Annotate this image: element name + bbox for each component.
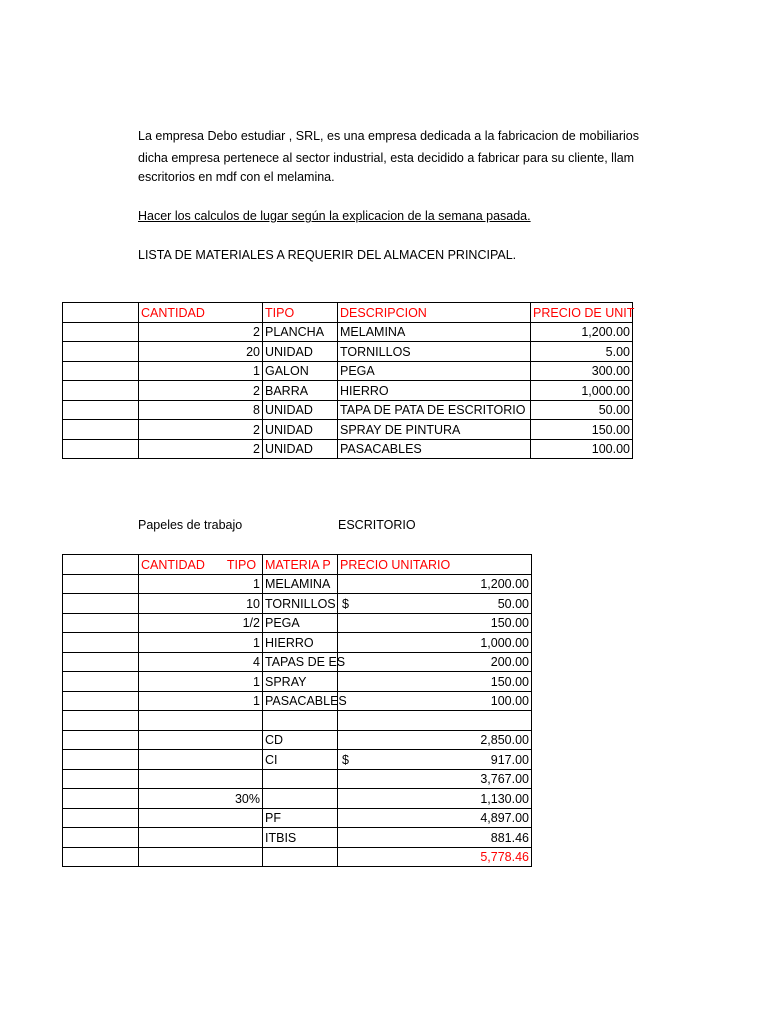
table-row [63,322,633,342]
qty-cell: 20 [139,342,263,362]
qty-cell: 1/2 [139,613,263,633]
materials-table [62,302,633,459]
type-cell: GALON [263,361,338,381]
type-cell: UNIDAD [263,400,338,420]
price-value: 150.00 [490,616,529,630]
summary-value: 2,850.00 [480,733,529,747]
table-row [63,400,633,420]
desc-cell: PASACABLES [338,439,531,459]
material-cell: SPRAY [263,672,338,692]
worksheet-label: Papeles de trabajo [138,518,243,532]
type-cell: UNIDAD [263,420,338,440]
worksheet-product: ESCRITORIO [338,518,416,532]
header-cantidad: CANTIDAD [139,303,263,323]
qty-cell: 2 [139,439,263,459]
material-cell: HIERRO [263,633,338,653]
qty-cell: 2 [139,322,263,342]
price-cell [338,613,532,633]
desc-cell: TAPA DE PATA DE ESCRITORIO [338,400,531,420]
summary-value: 4,897.00 [480,811,529,825]
material-cell: MELAMINA [263,574,338,594]
summary-label [263,789,338,809]
summary-value-cell [338,808,532,828]
summary-value: 3,767.00 [480,772,529,786]
header-descripcion: DESCRIPCION [338,303,531,323]
summary-row [63,789,532,809]
header-precio-unitario: PRECIO UNITARIO [338,555,532,575]
worksheet-header-row [63,555,532,575]
table-row [63,574,532,594]
intro-line-2: dicha empresa pertenece al sector industrial, esta decidido a fabricar para su cliente, llam [138,151,635,165]
price-value: 200.00 [490,655,529,669]
price-cell: 1,000.00 [531,381,633,401]
table-row [63,672,532,692]
summary-value-cell [338,769,532,789]
summary-left [139,769,263,789]
desc-cell: TORNILLOS [338,342,531,362]
header-tipo: TIPO [226,557,257,572]
header-precio-unit: PRECIO DE UNIT [531,303,633,323]
empty-row [63,711,532,731]
type-cell: UNIDAD [263,439,338,459]
price-value: 150.00 [490,674,529,689]
price-value: 1,000.00 [480,635,529,650]
summary-value-cell [338,750,532,770]
header-cantidad-tipo [139,555,263,575]
summary-row [63,769,532,789]
summary-value: 917.00 [490,752,529,767]
currency-symbol: $ [342,596,349,611]
header-cantidad: CANTIDAD [141,557,205,572]
desc-cell: SPRAY DE PINTURA [338,420,531,440]
summary-label: PF [263,808,338,828]
price-cell [338,594,532,614]
material-cell: PEGA [263,613,338,633]
summary-value-cell [338,789,532,809]
list-title: LISTA DE MATERIALES A REQUERIR DEL ALMACEN PRINCIPAL. [138,248,517,262]
header-materia-p: MATERIA P [263,555,338,575]
table-row [63,420,633,440]
summary-left [139,808,263,828]
table-row [63,439,633,459]
currency-symbol: $ [342,752,349,767]
qty-cell: 1 [139,574,263,594]
worksheet-table [62,554,532,867]
grand-total: 5,778.46 [338,847,532,867]
price-cell: 5.00 [531,342,633,362]
summary-left [139,828,263,848]
summary-value-cell [338,828,532,848]
table-row [63,594,532,614]
summary-value-cell [338,730,532,750]
material-cell: TAPAS DE ES [263,652,338,672]
price-value: 100.00 [490,694,529,708]
table-row [63,361,633,381]
price-cell [338,633,532,653]
summary-row [63,828,532,848]
summary-value: 881.46 [490,830,529,845]
empty-cell [63,303,139,323]
price-value: 1,200.00 [480,577,529,591]
summary-left: 30% [139,789,263,809]
summary-label: CD [263,730,338,750]
summary-label [263,769,338,789]
instruction-text: Hacer los calculos de lugar según la explicacion de la semana pasada. [138,209,531,223]
intro-line-1: La empresa Debo estudiar , SRL, es una empresa dedicada a la fabricacion de mobiliarios [138,129,639,143]
total-row [63,847,532,867]
qty-cell: 1 [139,691,263,711]
materials-header-row [63,303,633,323]
table-row [63,652,532,672]
qty-cell: 1 [139,672,263,692]
table-row [63,691,532,711]
desc-cell: HIERRO [338,381,531,401]
qty-cell: 2 [139,381,263,401]
qty-cell: 2 [139,420,263,440]
summary-left [139,750,263,770]
header-tipo: TIPO [263,303,338,323]
table-row [63,381,633,401]
price-cell [338,652,532,672]
price-value: 50.00 [497,596,529,611]
qty-cell: 8 [139,400,263,420]
price-cell: 150.00 [531,420,633,440]
desc-cell: MELAMINA [338,322,531,342]
table-row [63,342,633,362]
qty-cell: 4 [139,652,263,672]
price-cell: 50.00 [531,400,633,420]
summary-left [139,730,263,750]
price-cell: 1,200.00 [531,322,633,342]
type-cell: UNIDAD [263,342,338,362]
qty-cell: 1 [139,633,263,653]
price-cell: 300.00 [531,361,633,381]
table-row [63,633,532,653]
price-cell [338,691,532,711]
type-cell: PLANCHA [263,322,338,342]
summary-row [63,808,532,828]
summary-label: ITBIS [263,828,338,848]
qty-cell: 1 [139,361,263,381]
type-cell: BARRA [263,381,338,401]
qty-cell: 10 [139,594,263,614]
summary-value: 1,130.00 [480,791,529,806]
price-cell: 100.00 [531,439,633,459]
material-cell: TORNILLOS [263,594,338,614]
summary-row [63,750,532,770]
intro-line-3: escritorios en mdf con el melamina. [138,170,335,184]
price-cell [338,672,532,692]
material-cell: PASACABLES [263,691,338,711]
desc-cell: PEGA [338,361,531,381]
summary-row [63,730,532,750]
price-cell [338,574,532,594]
summary-label: CI [263,750,338,770]
table-row [63,613,532,633]
